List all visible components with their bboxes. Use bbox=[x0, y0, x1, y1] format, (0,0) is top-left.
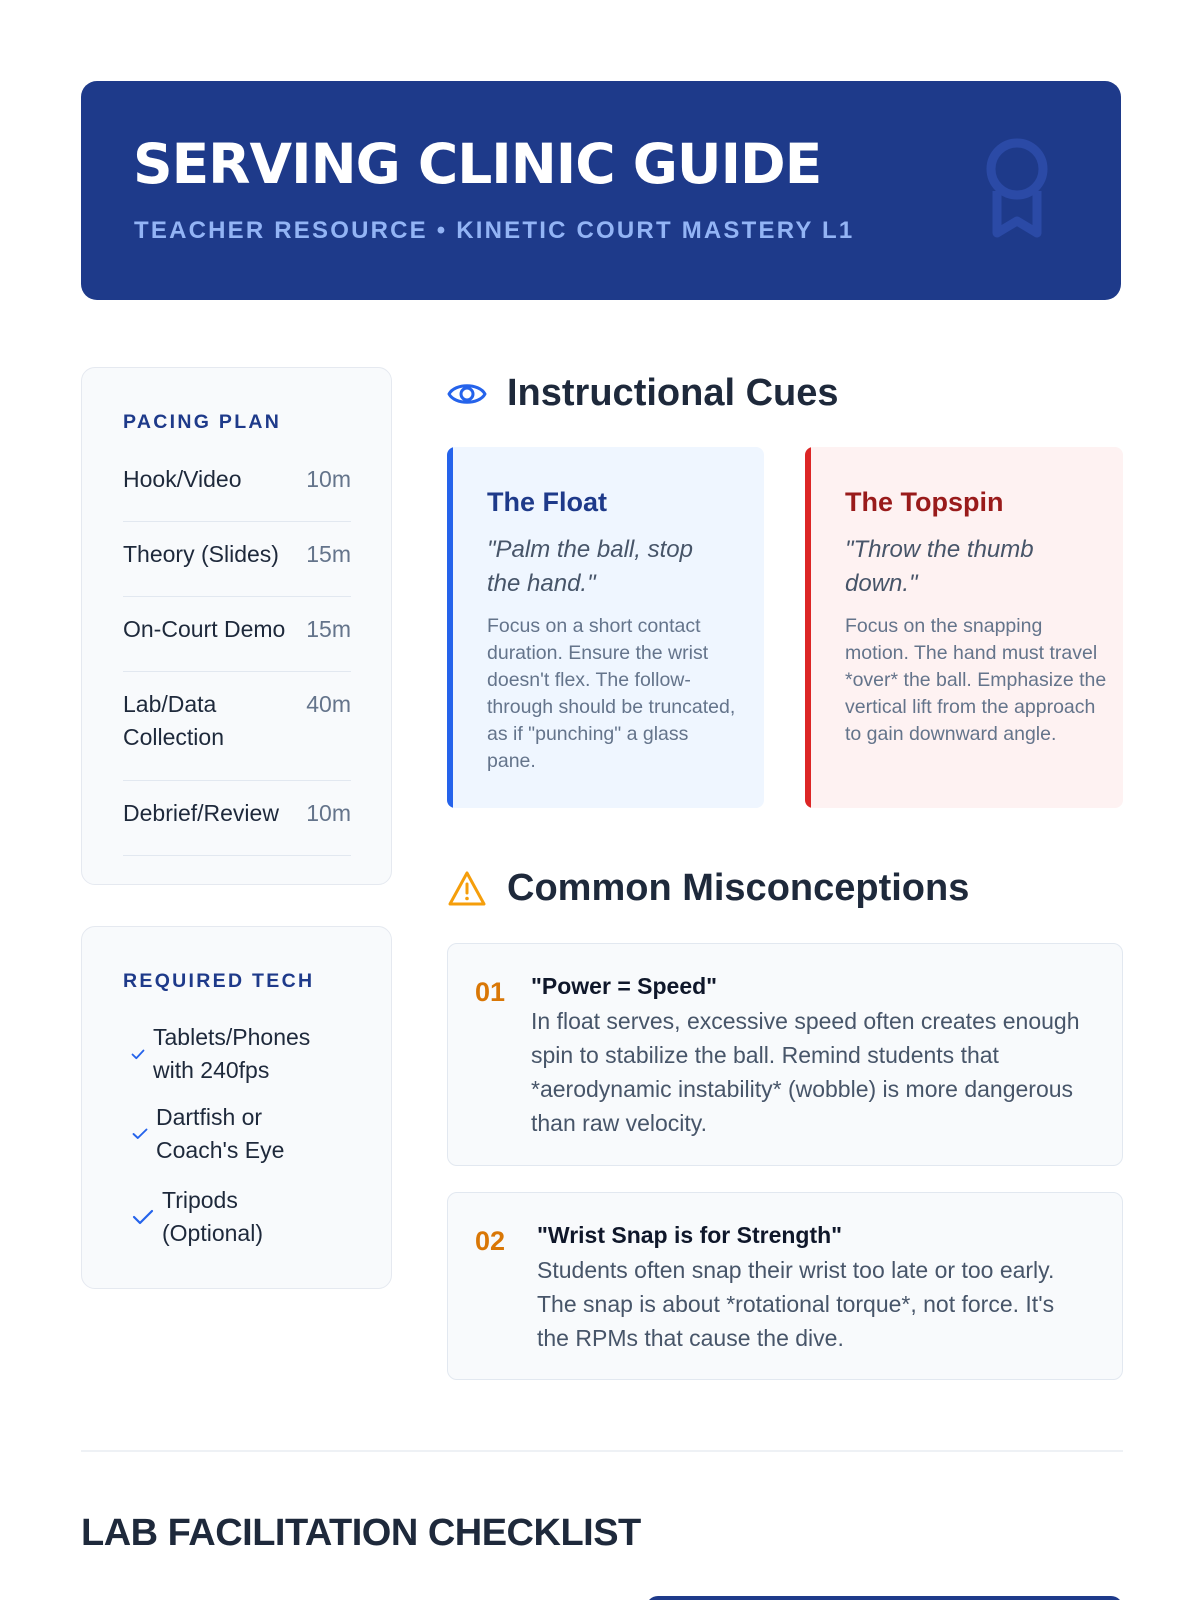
cue-title: The Float bbox=[487, 487, 607, 517]
cue-description: Focus on a short contact duration. Ensure the wrist doesn't flex. The follow-through should be truncated, as if "punching" a glass pane. bbox=[487, 615, 736, 772]
section-title: Common Misconceptions bbox=[507, 867, 970, 909]
pacing-row bbox=[123, 688, 351, 781]
award-ribbon-icon bbox=[979, 137, 1055, 241]
tech-list-item bbox=[123, 1101, 351, 1167]
misconception-item bbox=[447, 943, 1123, 1166]
header-banner bbox=[81, 81, 1121, 300]
pacing-duration: 15m bbox=[306, 541, 351, 567]
lab-checklist-heading: LAB FACILITATION CHECKLIST bbox=[81, 1512, 641, 1554]
misconception-number: 01 bbox=[475, 977, 506, 1007]
tech-list-item bbox=[123, 1184, 351, 1250]
tech-list-item bbox=[123, 1021, 351, 1087]
instructional-cues-header bbox=[447, 372, 839, 415]
pacing-label: Theory (Slides) bbox=[123, 541, 279, 567]
check-icon bbox=[123, 1128, 156, 1140]
cue-accent-bar bbox=[805, 447, 811, 808]
cue-description: Focus on the snapping motion. The hand must travel *over* the ball. Emphasize the vertical lift from the approach to gain downward angle. bbox=[845, 615, 1107, 745]
cue-accent-bar bbox=[447, 447, 453, 808]
misconception-item bbox=[447, 1192, 1123, 1380]
tech-item-label: Tablets/Phones with 240fps bbox=[153, 1024, 311, 1083]
misconception-body: In float serves, excessive speed often creates enough spin to stabilize the ball. Remind students that *aerodynamic instability* (wobble) is more dangerous than raw velocity. bbox=[531, 1008, 1080, 1136]
pacing-label: Debrief/Review bbox=[123, 800, 279, 826]
tech-item-label: Dartfish or Coach's Eye bbox=[156, 1104, 285, 1163]
misconception-number: 02 bbox=[475, 1226, 506, 1256]
lab-checklist-panel bbox=[646, 1596, 1123, 1600]
cue-title: The Topspin bbox=[845, 487, 1004, 517]
required-tech-heading: REQUIRED TECH bbox=[123, 970, 315, 992]
section-title: Instructional Cues bbox=[507, 372, 839, 414]
misconception-body: Students often snap their wrist too late or too early. The snap is about *rotational torque*, not force. It's the RPMs that cause the dive. bbox=[537, 1257, 1055, 1351]
pacing-duration: 40m bbox=[306, 691, 351, 717]
pacing-label: On-Court Demo bbox=[123, 616, 286, 642]
cue-card-float bbox=[447, 447, 764, 808]
pacing-duration: 15m bbox=[306, 616, 351, 642]
check-icon bbox=[123, 1209, 162, 1225]
check-icon bbox=[123, 1049, 153, 1060]
pacing-duration: 10m bbox=[306, 800, 351, 826]
section-divider bbox=[81, 1450, 1123, 1452]
pacing-row bbox=[123, 463, 351, 522]
page-title: SERVING CLINIC GUIDE bbox=[133, 132, 822, 196]
pacing-row bbox=[123, 613, 351, 672]
tech-item-label: Tripods (Optional) bbox=[162, 1187, 263, 1246]
pacing-row bbox=[123, 538, 351, 597]
warning-triangle-icon bbox=[447, 869, 487, 909]
pacing-label: Hook/Video bbox=[123, 466, 242, 492]
cue-quote: "Throw the thumb down." bbox=[845, 536, 1034, 597]
cue-quote: "Palm the ball, stop the hand." bbox=[487, 536, 693, 597]
misconception-title: "Wrist Snap is for Strength" bbox=[537, 1222, 843, 1248]
eye-icon bbox=[447, 374, 487, 414]
cue-card-topspin bbox=[805, 447, 1123, 808]
misconception-title: "Power = Speed" bbox=[531, 973, 718, 999]
pacing-plan-heading: PACING PLAN bbox=[123, 411, 282, 433]
pacing-duration: 10m bbox=[306, 466, 351, 492]
pacing-row bbox=[123, 797, 351, 856]
misconceptions-header bbox=[447, 867, 969, 910]
pacing-label: Lab/Data Collection bbox=[123, 691, 224, 750]
pacing-plan-card bbox=[81, 367, 392, 885]
required-tech-card bbox=[81, 926, 392, 1289]
page-subtitle: TEACHER RESOURCE • KINETIC COURT MASTERY L1 bbox=[134, 217, 855, 244]
